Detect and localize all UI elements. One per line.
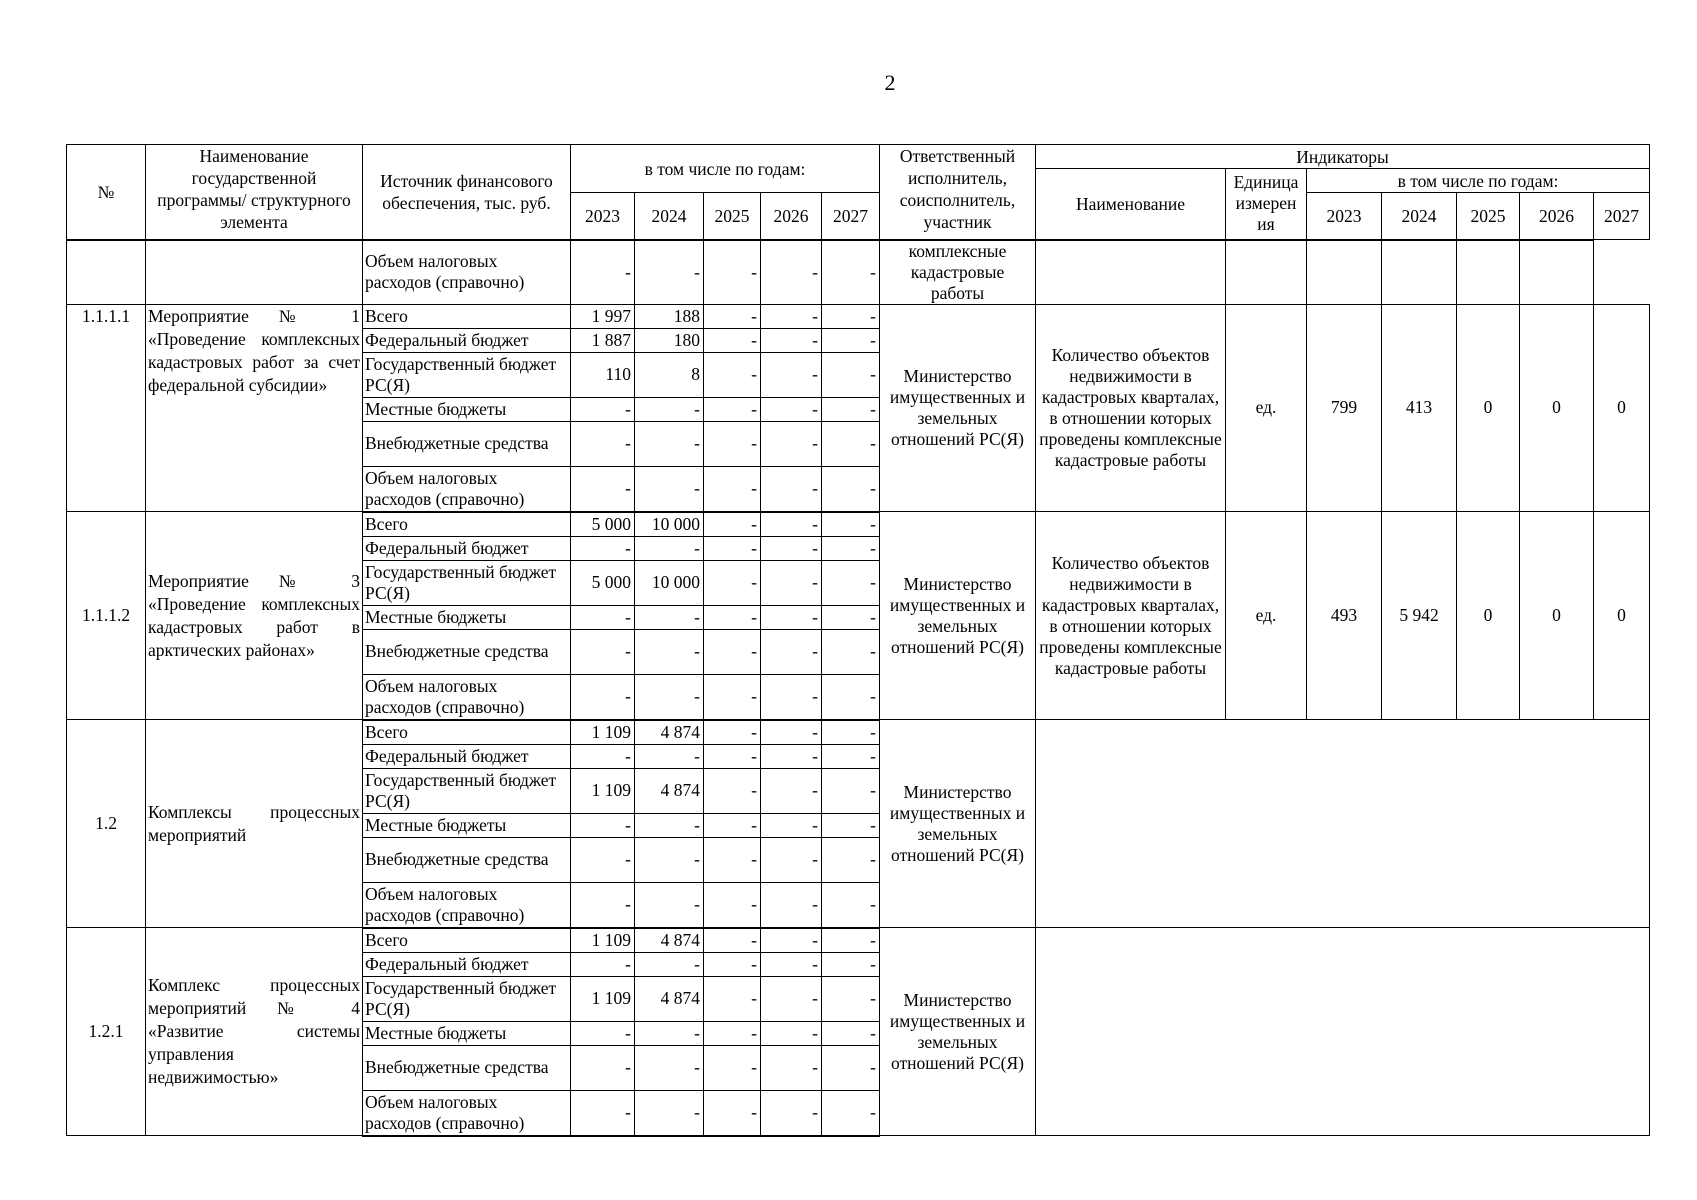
value-cell: - [704, 536, 761, 560]
value-cell: - [704, 952, 761, 976]
value-cell: 10 000 [635, 560, 704, 605]
value-cell: - [761, 421, 822, 466]
source-label: Государственный бюджет РС(Я) [363, 560, 571, 605]
value-cell: - [761, 1045, 822, 1090]
page-number: 2 [884, 70, 896, 95]
header-year-2023: 2023 [571, 193, 635, 240]
source-label: Внебюджетные средства [363, 1045, 571, 1090]
header-program-name: Наименование государственной программы/ структурного элемента [146, 145, 363, 240]
value-cell: - [761, 512, 822, 537]
header-year-2026: 2026 [761, 193, 822, 240]
value-cell: - [704, 512, 761, 537]
value-cell: - [704, 304, 761, 328]
header-year-2027: 2027 [822, 193, 880, 240]
program-name: Комплекс процессных мероприятий № 4 «Развитие системы управления недвижимостью» [146, 928, 363, 1136]
value-cell: - [761, 952, 822, 976]
header-source: Источник финансового обеспечения, тыс. руб. [363, 145, 571, 240]
value-cell: - [704, 629, 761, 674]
value-cell: - [822, 240, 880, 305]
value-cell: - [571, 629, 635, 674]
header-indicator-year-2024: 2024 [1382, 193, 1457, 240]
row-number: 1.2 [67, 720, 146, 928]
program-name: Мероприятие № 3 «Проведение комплексных кадастровых работ в арктических районах» [146, 512, 363, 720]
value-cell: - [822, 674, 880, 720]
source-label: Федеральный бюджет [363, 744, 571, 768]
value-cell: 4 874 [635, 928, 704, 953]
value-cell: - [822, 952, 880, 976]
value-cell: - [635, 466, 704, 512]
value-cell: - [704, 352, 761, 397]
empty-cell [1520, 240, 1594, 305]
value-cell: - [822, 629, 880, 674]
header-indicator-year-2027: 2027 [1594, 193, 1650, 240]
source-label: Государственный бюджет РС(Я) [363, 768, 571, 813]
value-cell: - [704, 674, 761, 720]
value-cell: - [822, 421, 880, 466]
value-cell: - [571, 952, 635, 976]
value-cell: - [761, 882, 822, 928]
value-cell: - [635, 536, 704, 560]
value-cell: - [635, 952, 704, 976]
source-label: Объем налоговых расходов (справочно) [363, 882, 571, 928]
value-cell: 5 000 [571, 560, 635, 605]
value-cell: - [761, 976, 822, 1021]
header-indicator-unit: Единица измерен ия [1226, 169, 1307, 240]
value-cell: - [822, 605, 880, 629]
value-cell: 10 000 [635, 512, 704, 537]
source-label: Всего [363, 720, 571, 745]
value-cell: - [635, 837, 704, 882]
indicator-value: 0 [1594, 304, 1650, 512]
source-label: Местные бюджеты [363, 813, 571, 837]
value-cell: - [704, 813, 761, 837]
value-cell: - [704, 605, 761, 629]
header-indicator-years-group: в том числе по годам: [1307, 169, 1650, 193]
indicator-value: 0 [1594, 512, 1650, 720]
value-cell: - [704, 976, 761, 1021]
value-cell: - [761, 397, 822, 421]
source-label: Объем налоговых расходов (справочно) [363, 674, 571, 720]
value-cell: - [761, 536, 822, 560]
value-cell: - [822, 512, 880, 537]
value-cell: - [635, 240, 704, 305]
row-number: 1.1.1.1 [67, 304, 146, 512]
indicator-name-tail: комплексные кадастровые работы [880, 240, 1036, 305]
value-cell: - [571, 536, 635, 560]
value-cell: - [704, 837, 761, 882]
source-label: Местные бюджеты [363, 1021, 571, 1045]
value-cell: - [635, 744, 704, 768]
responsible-executor: Министерство имущественных и земельных отношений РС(Я) [880, 512, 1036, 720]
value-cell: - [635, 421, 704, 466]
value-cell: - [761, 674, 822, 720]
value-cell: - [635, 674, 704, 720]
section-1.1.1.1 [67, 304, 1650, 512]
indicator-value: 0 [1520, 304, 1594, 512]
program-name: Комплексы процессных мероприятий [146, 720, 363, 928]
empty-cell [146, 240, 363, 305]
section-1.1.1.2 [67, 512, 1650, 720]
value-cell: - [761, 605, 822, 629]
value-cell: - [822, 560, 880, 605]
value-cell: - [761, 813, 822, 837]
value-cell: 1 109 [571, 720, 635, 745]
indicator-name: Количество объектов недвижимости в кадастровых кварталах, в отношении которых проведены комплексные кадастровые работы [1036, 304, 1226, 512]
source-label: Объем налоговых расходов (справочно) [363, 240, 571, 305]
value-cell: - [571, 744, 635, 768]
value-cell: - [571, 466, 635, 512]
header-no: № [67, 145, 146, 240]
header-years-group: в том числе по годам: [571, 145, 880, 193]
value-cell: - [571, 1090, 635, 1136]
value-cell: - [704, 928, 761, 953]
source-label: Государственный бюджет РС(Я) [363, 976, 571, 1021]
table-header [67, 145, 1650, 240]
source-label: Объем налоговых расходов (справочно) [363, 1090, 571, 1136]
responsible-executor: Министерство имущественных и земельных отношений РС(Я) [880, 720, 1036, 928]
source-label: Внебюджетные средства [363, 421, 571, 466]
header-indicator-year-2023: 2023 [1307, 193, 1382, 240]
indicator-name: Количество объектов недвижимости в кадастровых кварталах, в отношении которых проведены комплексные кадастровые работы [1036, 512, 1226, 720]
value-cell: - [635, 813, 704, 837]
empty-cell [1036, 240, 1226, 305]
value-cell: - [704, 720, 761, 745]
value-cell: - [761, 1021, 822, 1045]
value-cell: - [761, 466, 822, 512]
value-cell: 188 [635, 304, 704, 328]
indicator-value: 413 [1382, 304, 1457, 512]
budget-table [66, 144, 1650, 1137]
value-cell: - [822, 744, 880, 768]
value-cell: - [571, 837, 635, 882]
responsible-executor: Министерство имущественных и земельных отношений РС(Я) [880, 304, 1036, 512]
value-cell: 110 [571, 352, 635, 397]
value-cell: - [822, 813, 880, 837]
section-1.2 [67, 720, 1650, 928]
value-cell: 1 109 [571, 976, 635, 1021]
value-cell: - [571, 605, 635, 629]
value-cell: 8 [635, 352, 704, 397]
row-number: 1.1.1.2 [67, 512, 146, 720]
value-cell: - [704, 1090, 761, 1136]
value-cell: - [822, 536, 880, 560]
value-cell: - [704, 466, 761, 512]
header-indicator-year-2025: 2025 [1457, 193, 1520, 240]
source-label: Местные бюджеты [363, 605, 571, 629]
source-label: Местные бюджеты [363, 397, 571, 421]
value-cell: - [704, 397, 761, 421]
value-cell: 1 109 [571, 928, 635, 953]
value-cell: - [822, 1021, 880, 1045]
value-cell: - [571, 421, 635, 466]
value-cell: - [822, 397, 880, 421]
value-cell: - [704, 768, 761, 813]
source-label: Объем налоговых расходов (справочно) [363, 466, 571, 512]
value-cell: - [822, 466, 880, 512]
source-label: Государственный бюджет РС(Я) [363, 352, 571, 397]
value-cell: - [761, 768, 822, 813]
section-1.2.1 [67, 928, 1650, 1136]
value-cell: - [761, 352, 822, 397]
value-cell: 4 874 [635, 768, 704, 813]
value-cell: - [761, 720, 822, 745]
value-cell: - [704, 328, 761, 352]
source-label: Всего [363, 928, 571, 953]
source-label: Федеральный бюджет [363, 536, 571, 560]
value-cell: - [822, 837, 880, 882]
value-cell: - [571, 1045, 635, 1090]
value-cell: - [822, 304, 880, 328]
empty-cell [1382, 240, 1457, 305]
header-indicator-name: Наименование [1036, 169, 1226, 240]
indicator-value: 0 [1457, 304, 1520, 512]
value-cell: - [635, 1090, 704, 1136]
value-cell: - [635, 1045, 704, 1090]
indicator-value: 0 [1457, 512, 1520, 720]
indicator-value: 799 [1307, 304, 1382, 512]
source-label: Внебюджетные средства [363, 629, 571, 674]
value-cell: - [761, 629, 822, 674]
table-row [67, 720, 1650, 745]
indicator-value: 5 942 [1382, 512, 1457, 720]
value-cell: - [822, 768, 880, 813]
value-cell: 1 109 [571, 768, 635, 813]
value-cell: - [635, 629, 704, 674]
indicator-unit: ед. [1226, 512, 1307, 720]
row-number: 1.2.1 [67, 928, 146, 1136]
value-cell: - [635, 605, 704, 629]
empty-cell [1226, 240, 1307, 305]
value-cell: - [704, 744, 761, 768]
value-cell: - [761, 304, 822, 328]
source-label: Всего [363, 304, 571, 328]
value-cell: - [822, 976, 880, 1021]
source-label: Федеральный бюджет [363, 328, 571, 352]
indicator-value: 0 [1520, 512, 1594, 720]
value-cell: - [822, 328, 880, 352]
value-cell: - [704, 1045, 761, 1090]
source-label: Внебюджетные средства [363, 837, 571, 882]
carryover-row-group [67, 240, 1650, 305]
value-cell: - [761, 1090, 822, 1136]
value-cell: - [704, 560, 761, 605]
value-cell: - [704, 240, 761, 305]
value-cell: 4 874 [635, 720, 704, 745]
program-name: Мероприятие № 1 «Проведение комплексных кадастровых работ за счет федеральной субсидии» [146, 304, 363, 512]
value-cell: - [822, 928, 880, 953]
header-year-2024: 2024 [635, 193, 704, 240]
value-cell: - [635, 882, 704, 928]
value-cell: - [822, 720, 880, 745]
source-label: Всего [363, 512, 571, 537]
value-cell: - [571, 882, 635, 928]
value-cell: - [761, 560, 822, 605]
value-cell: - [761, 240, 822, 305]
header-indicators: Индикаторы [1036, 145, 1650, 169]
empty-cell [67, 240, 146, 305]
value-cell: - [704, 1021, 761, 1045]
header-responsible: Ответственный исполнитель, соисполнитель, участник [880, 145, 1036, 240]
value-cell: - [822, 352, 880, 397]
value-cell: - [704, 882, 761, 928]
empty-indicator-area [1036, 720, 1650, 928]
value-cell: 1 997 [571, 304, 635, 328]
empty-indicator-area [1036, 928, 1650, 1136]
empty-cell [1457, 240, 1520, 305]
indicator-value: 493 [1307, 512, 1382, 720]
table-row [67, 240, 1650, 305]
value-cell: 180 [635, 328, 704, 352]
value-cell: - [571, 397, 635, 421]
value-cell: - [571, 240, 635, 305]
value-cell: - [761, 928, 822, 953]
value-cell: - [822, 1045, 880, 1090]
responsible-executor: Министерство имущественных и земельных отношений РС(Я) [880, 928, 1036, 1136]
value-cell: - [571, 674, 635, 720]
empty-cell [1307, 240, 1382, 305]
header-year-2025: 2025 [704, 193, 761, 240]
value-cell: - [761, 837, 822, 882]
value-cell: - [704, 421, 761, 466]
source-label: Федеральный бюджет [363, 952, 571, 976]
value-cell: 4 874 [635, 976, 704, 1021]
table-row [67, 304, 1650, 328]
value-cell: - [571, 813, 635, 837]
table-row [67, 512, 1650, 537]
table-row [67, 928, 1650, 953]
value-cell: - [635, 397, 704, 421]
value-cell: 5 000 [571, 512, 635, 537]
value-cell: - [761, 744, 822, 768]
value-cell: - [571, 1021, 635, 1045]
value-cell: - [635, 1021, 704, 1045]
value-cell: - [761, 328, 822, 352]
header-indicator-year-2026: 2026 [1520, 193, 1594, 240]
value-cell: - [822, 882, 880, 928]
indicator-unit: ед. [1226, 304, 1307, 512]
value-cell: - [822, 1090, 880, 1136]
value-cell: 1 887 [571, 328, 635, 352]
